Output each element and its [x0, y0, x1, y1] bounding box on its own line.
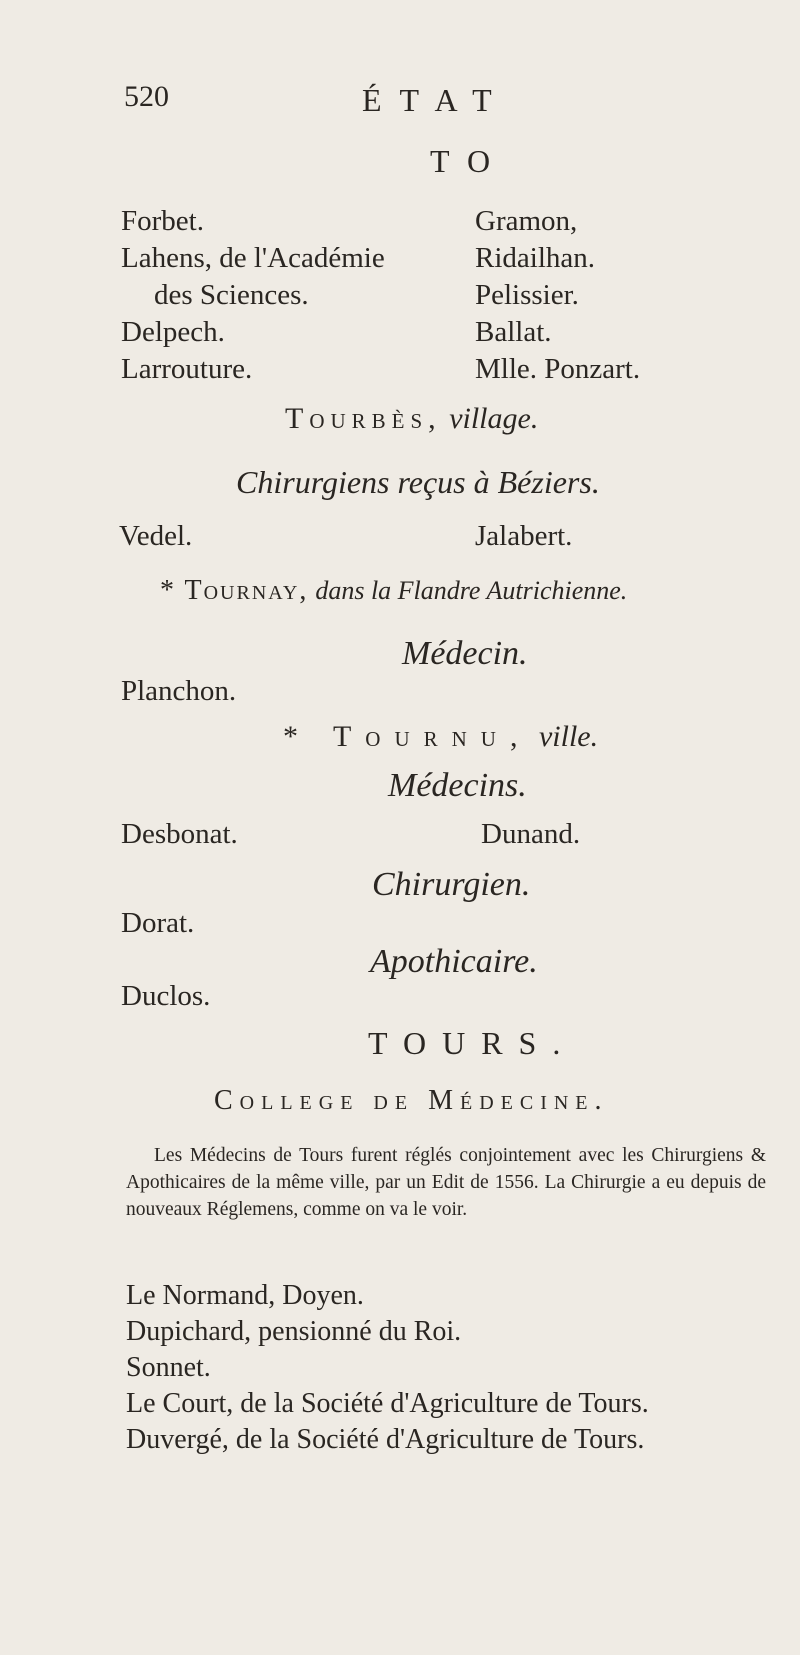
place-location: dans la Flandre Autrichienne.	[315, 576, 628, 605]
subheading-medecins: Médecins.	[388, 767, 527, 804]
place-heading-tournay	[160, 575, 627, 607]
name-entry: des Sciences.	[154, 279, 309, 311]
place-kind: village.	[449, 402, 539, 435]
place-name: * Tournu,	[283, 720, 532, 753]
tours-paragraph: Les Médecins de Tours furent réglés conjointement avec les Chirurgiens & Apothicaires de la même ville, par un Edit de 1556. La Chirurgie a eu depuis de nouveaux Réglemens, comme on va le voir.	[126, 1145, 766, 1220]
place-heading-tournu	[283, 720, 598, 754]
subheading-chirurgien: Chirurgien.	[372, 866, 531, 903]
name-entry: Vedel.	[119, 520, 193, 552]
place-name: * Tournay,	[160, 575, 309, 606]
name-entry: Ballat.	[475, 316, 552, 348]
subheading-college: College de Médecine.	[214, 1085, 609, 1116]
to-right-column	[475, 203, 640, 388]
section-heading-to: TO	[430, 143, 509, 179]
name-entry: Ridailhan.	[475, 242, 596, 274]
name-entry: Forbet.	[121, 205, 204, 237]
name-entry: Larrouture.	[121, 353, 253, 385]
name-entry: Sonnet.	[126, 1352, 211, 1383]
name-entry: Le Normand, Doyen.	[126, 1280, 364, 1311]
name-entry: Mlle. Ponzart.	[475, 353, 641, 385]
page-number: 520	[124, 80, 169, 113]
subheading-apothicaire: Apothicaire.	[370, 943, 538, 980]
name-entry: Le Court, de la Société d'Agriculture de Tours.	[126, 1388, 649, 1419]
name-entry: Delpech.	[121, 316, 225, 348]
name-entry: Duvergé, de la Société d'Agriculture de Tours.	[126, 1424, 645, 1455]
section-heading-tours: TOURS.	[368, 1025, 577, 1061]
subheading-chirurgiens-beziers: Chirurgiens reçus à Béziers.	[236, 464, 600, 500]
place-heading-tourbes	[285, 402, 538, 436]
name-entry: Planchon.	[121, 675, 237, 707]
subheading-medecin: Médecin.	[402, 635, 528, 672]
tours-name-list	[126, 1278, 649, 1458]
place-kind: ville.	[538, 720, 599, 753]
place-name: Tourbès,	[285, 402, 442, 435]
name-entry: Duclos.	[121, 980, 211, 1012]
name-entry: Jalabert.	[475, 520, 573, 552]
name-entry: Lahens, de l'Académie	[121, 242, 385, 274]
to-left-column	[121, 203, 385, 388]
running-title: ÉTAT	[362, 82, 510, 118]
name-entry: Gramon,	[475, 205, 578, 237]
name-entry: Dunand.	[481, 818, 581, 850]
name-entry: Pelissier.	[475, 279, 579, 311]
name-entry: Dorat.	[121, 907, 195, 939]
name-entry: Desbonat.	[121, 818, 238, 850]
name-entry: Dupichard, pensionné du Roi.	[126, 1316, 462, 1347]
